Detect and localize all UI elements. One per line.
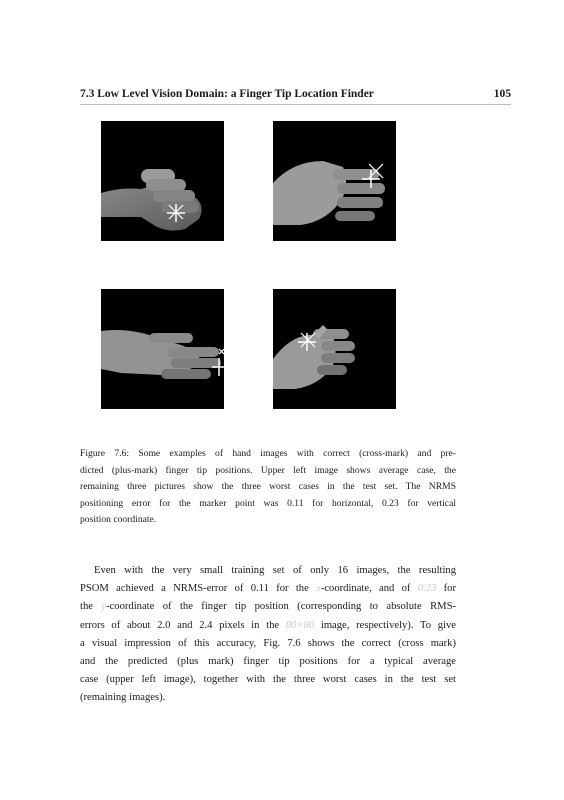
hand-photo-lower-right xyxy=(273,289,396,409)
page-number: 105 xyxy=(493,88,511,100)
finger-shape xyxy=(337,197,383,208)
running-header xyxy=(80,88,511,105)
caption-line: position coordinate. xyxy=(80,514,157,525)
paragraph-line xyxy=(80,580,456,598)
math-value: 80×80 xyxy=(285,619,315,631)
hand-photo-lower-left xyxy=(101,289,224,409)
finger-shape xyxy=(149,333,193,343)
paragraph-line: a visual impression of this accuracy, Fig. 7.6 shows the correct (cross mark) xyxy=(80,637,456,649)
finger-shape xyxy=(146,179,186,191)
text-run: -coordinate, and of xyxy=(320,583,418,595)
paragraph-line xyxy=(80,617,456,635)
finger-shape xyxy=(321,353,355,363)
paragraph-line: Even with the very small training set of only 16 images, the resulting xyxy=(94,565,456,576)
section-title: 7.3 Low Level Vision Domain: a Finger Tip Location Finder xyxy=(80,88,374,100)
caption-line: Figure 7.6: Some examples of hand images with correct (cross-mark) and pre- xyxy=(80,448,456,459)
body-paragraph xyxy=(80,562,456,708)
caption-line: positioning error for the marker point was 0.11 for horizontal, 0.23 for vertical xyxy=(80,497,456,509)
hand-photo-upper-right xyxy=(273,121,396,241)
hand-image-lower-right xyxy=(273,289,396,409)
finger-shape xyxy=(161,201,199,213)
figure-caption xyxy=(80,446,456,529)
caption-line: dicted (plus-mark) finger tip positions. Upper left image shows average case, the xyxy=(80,464,456,476)
finger-shape xyxy=(167,347,219,357)
finger-shape xyxy=(317,365,347,375)
text-run: PSOM achieved a NRMS-error of 0.11 for the xyxy=(80,583,317,595)
finger-shape xyxy=(321,341,355,351)
text-run: the xyxy=(80,601,102,613)
caption-line: remaining three pictures show the three worst cases in the test set. The NRMS xyxy=(80,481,456,492)
hand-image-upper-left xyxy=(101,121,224,241)
hand-image-upper-right xyxy=(273,121,396,241)
math-symbol: x xyxy=(316,583,321,595)
paragraph-line: and the predicted (plus mark) finger tip positions for a typical average xyxy=(80,656,456,668)
hand-image-lower-left xyxy=(101,289,224,409)
cross-mark xyxy=(219,349,224,354)
text-run: -coordinate of the finger tip position (corresponding to absolute RMS- xyxy=(106,601,456,613)
hand-photo-upper-left xyxy=(101,121,224,241)
finger-shape xyxy=(161,369,211,379)
text-run: for xyxy=(436,583,456,595)
math-value: 0.23 xyxy=(417,583,437,595)
finger-shape xyxy=(335,211,375,221)
text-run: image, respectively). To give xyxy=(314,619,456,631)
paragraph-line: (remaining images). xyxy=(80,692,166,704)
paragraph-line: case (upper left image), together with the three worst cases in the test set xyxy=(80,674,456,686)
text-run: errors of about 2.0 and 2.4 pixels in the xyxy=(80,619,286,631)
paragraph-line xyxy=(80,598,456,616)
finger-shape xyxy=(337,183,385,194)
finger-shape xyxy=(153,190,195,202)
math-symbol: y xyxy=(101,601,107,613)
